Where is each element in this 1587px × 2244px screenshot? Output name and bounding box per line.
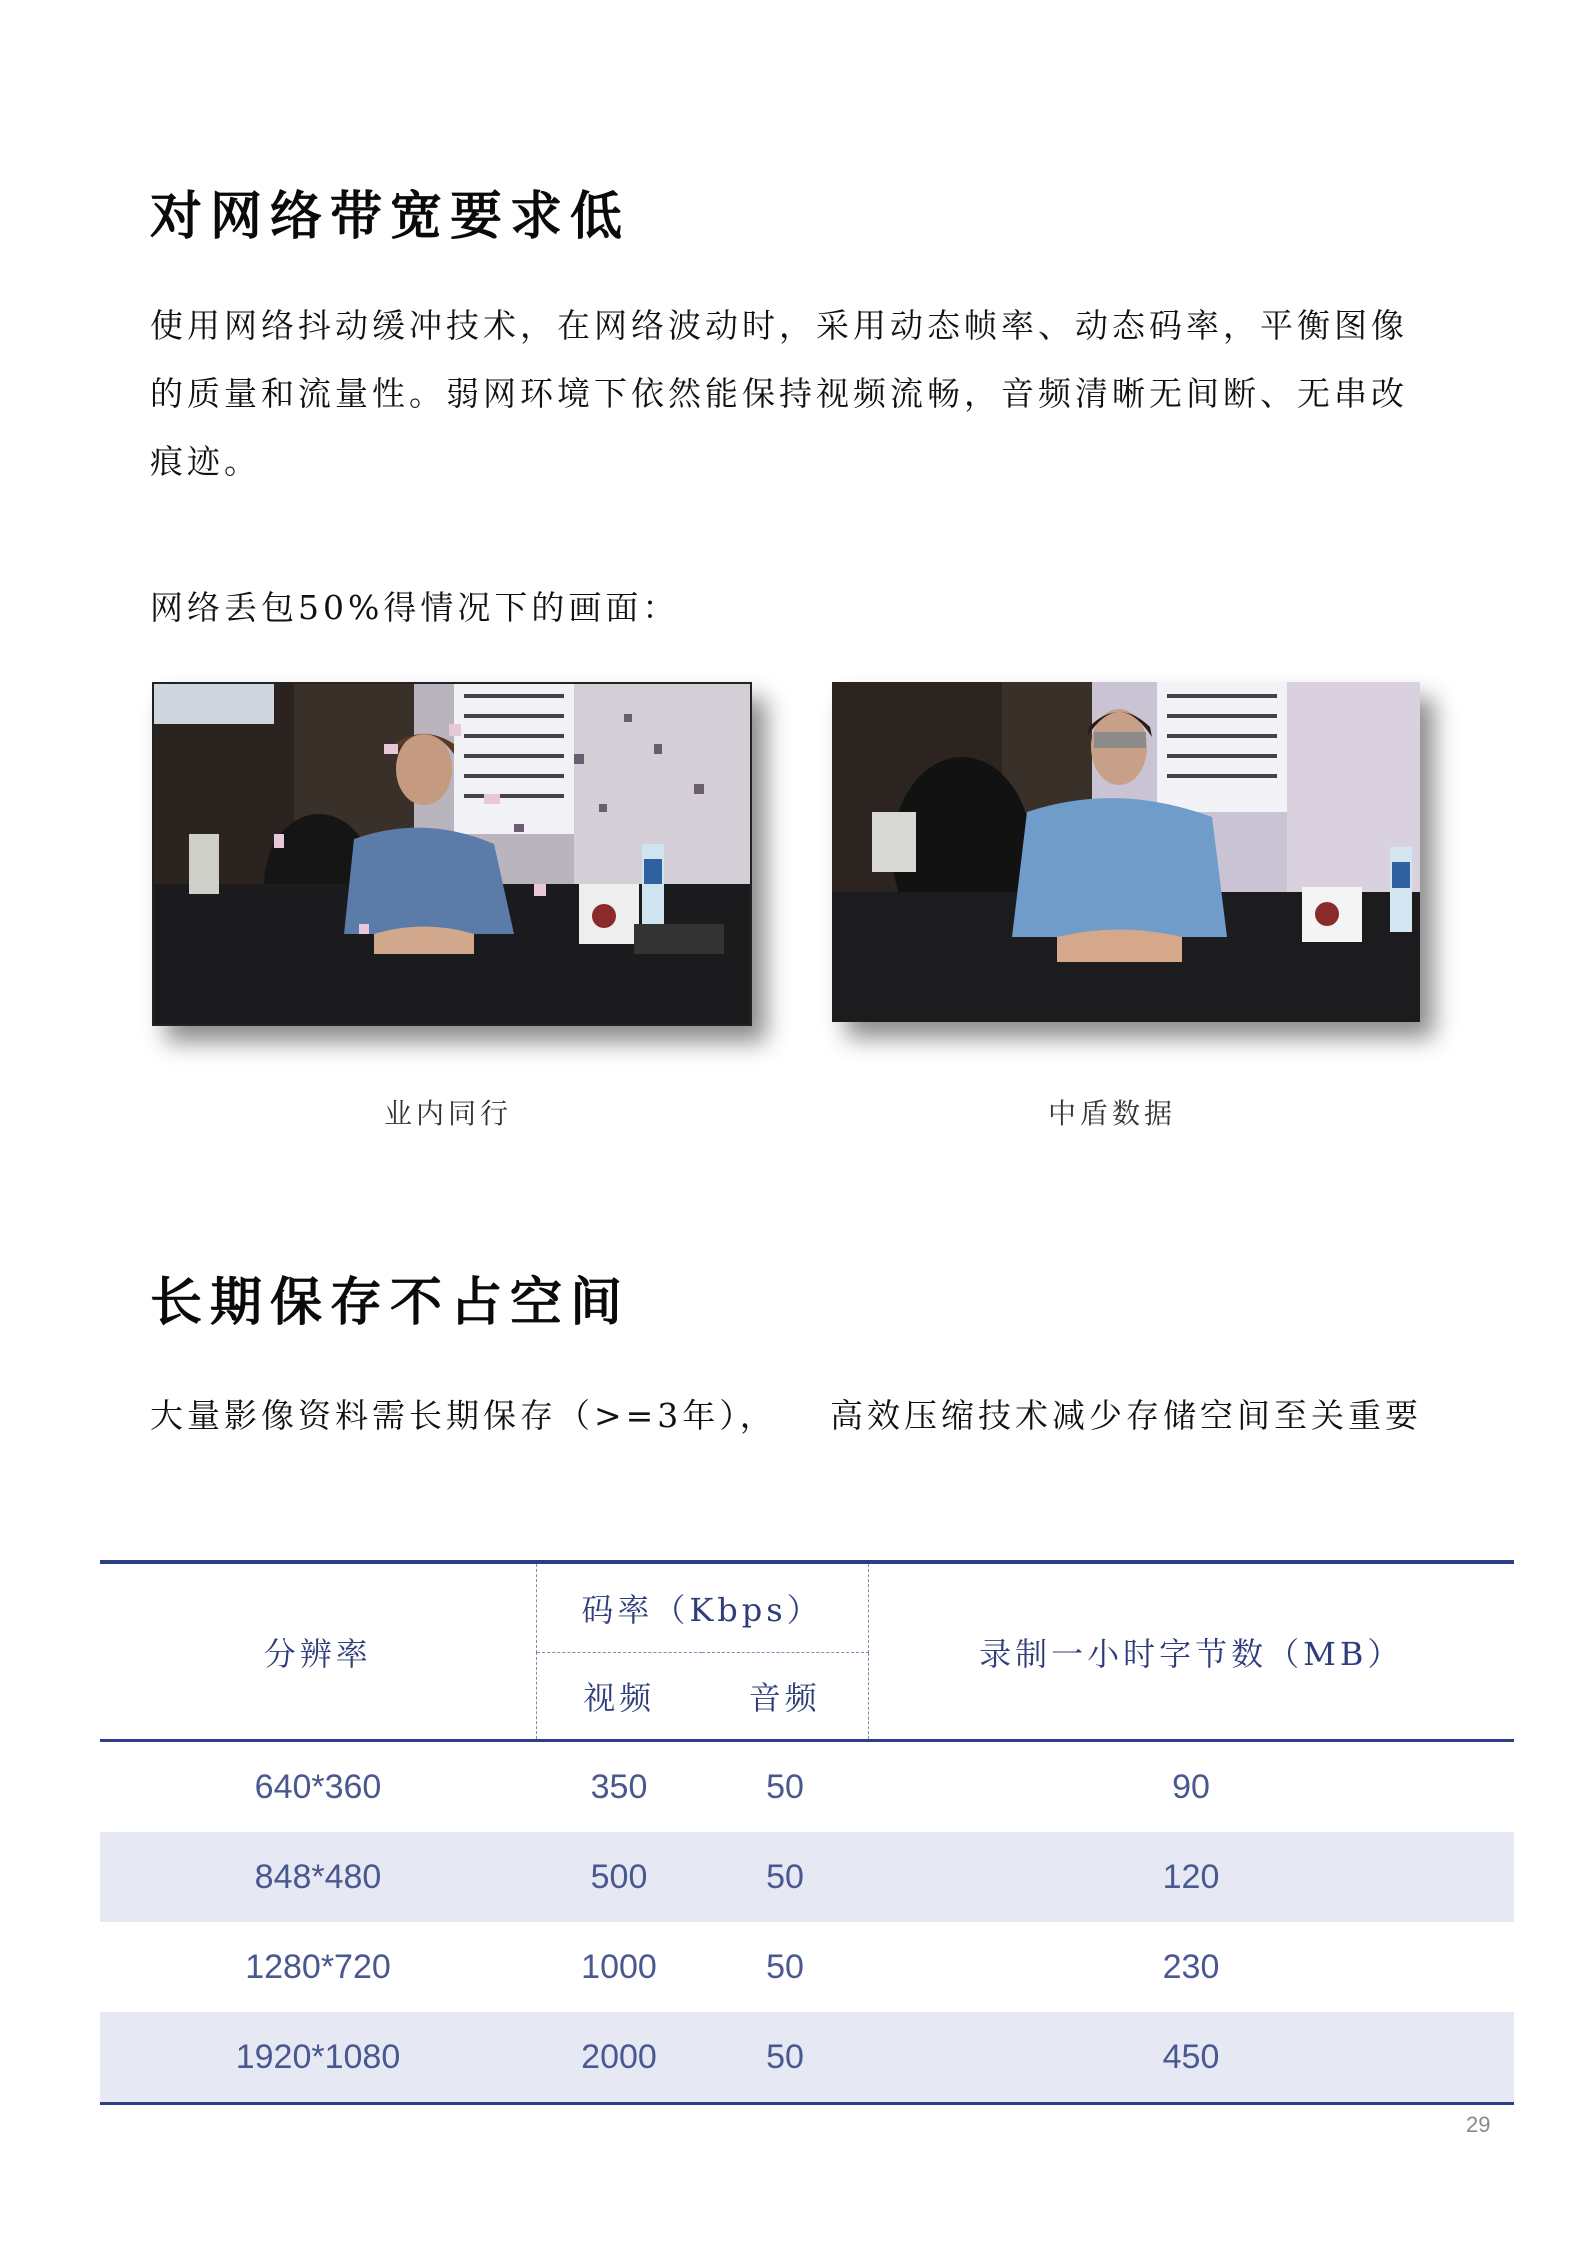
cell-audio: 50	[766, 1947, 804, 1986]
cell-audio: 50	[702, 1741, 868, 1833]
table-row	[100, 1832, 1514, 1922]
cell-mb: 230	[1162, 1947, 1220, 1986]
header-video: 视频	[583, 1679, 656, 1717]
storage-subtitle-right: 高效压缩技术减少存储空间至关重要	[830, 1396, 1422, 1435]
table-row	[100, 2012, 1514, 2104]
cell-resolution: 640*360	[100, 1741, 536, 1833]
caption-peer: 业内同行	[383, 1097, 512, 1130]
header-audio: 音频	[702, 1653, 868, 1741]
packet-loss-label: 网络丢包50%得情况下的画面：	[150, 588, 680, 627]
cell-resolution: 1280*720	[245, 1947, 391, 1986]
degraded-video-frame-photo	[154, 684, 750, 1024]
cell-audio: 50	[702, 2012, 868, 2104]
cell-audio: 50	[702, 1832, 868, 1922]
cell-video: 500	[536, 1832, 702, 1922]
cell-mb: 120	[868, 1832, 1514, 1922]
section-title-bandwidth: 对网络带宽要求低	[150, 186, 631, 247]
section-title-storage: 长期保存不占空间	[150, 1272, 631, 1333]
header-bytes-per-hour: 录制一小时字节数（MB）	[868, 1562, 1514, 1741]
table-row	[100, 1922, 1514, 2012]
cell-resolution: 1920*1080	[100, 2012, 536, 2104]
caption-zhongdun: 中盾数据	[1047, 1097, 1176, 1130]
cell-mb: 90	[868, 1741, 1514, 1833]
cell-video: 1000	[581, 1947, 657, 1986]
zhongdun-video-frame	[832, 682, 1420, 1022]
header-bitrate: 码率（Kbps）	[536, 1562, 868, 1653]
clear-video-frame-photo	[832, 682, 1420, 1022]
cell-resolution: 848*480	[100, 1832, 536, 1922]
peer-video-frame	[152, 682, 752, 1026]
page-number: 29	[1466, 2112, 1491, 2137]
cell-video: 350	[536, 1741, 702, 1833]
bandwidth-paragraph: 使用网络抖动缓冲技术，在网络波动时，采用动态帧率、动态码率，平衡图像的质量和流量性。弱网环境下依然能保持视频流畅，音频清晰无间断、无串改痕迹。	[150, 306, 1408, 481]
header-resolution: 分辨率	[100, 1562, 536, 1741]
table-row	[100, 1741, 1514, 1833]
cell-mb: 450	[868, 2012, 1514, 2104]
cell-video: 2000	[536, 2012, 702, 2104]
bitrate-storage-table	[100, 1560, 1514, 2105]
storage-subtitle-left: 大量影像资料需长期保存（>=3年），	[150, 1396, 777, 1435]
